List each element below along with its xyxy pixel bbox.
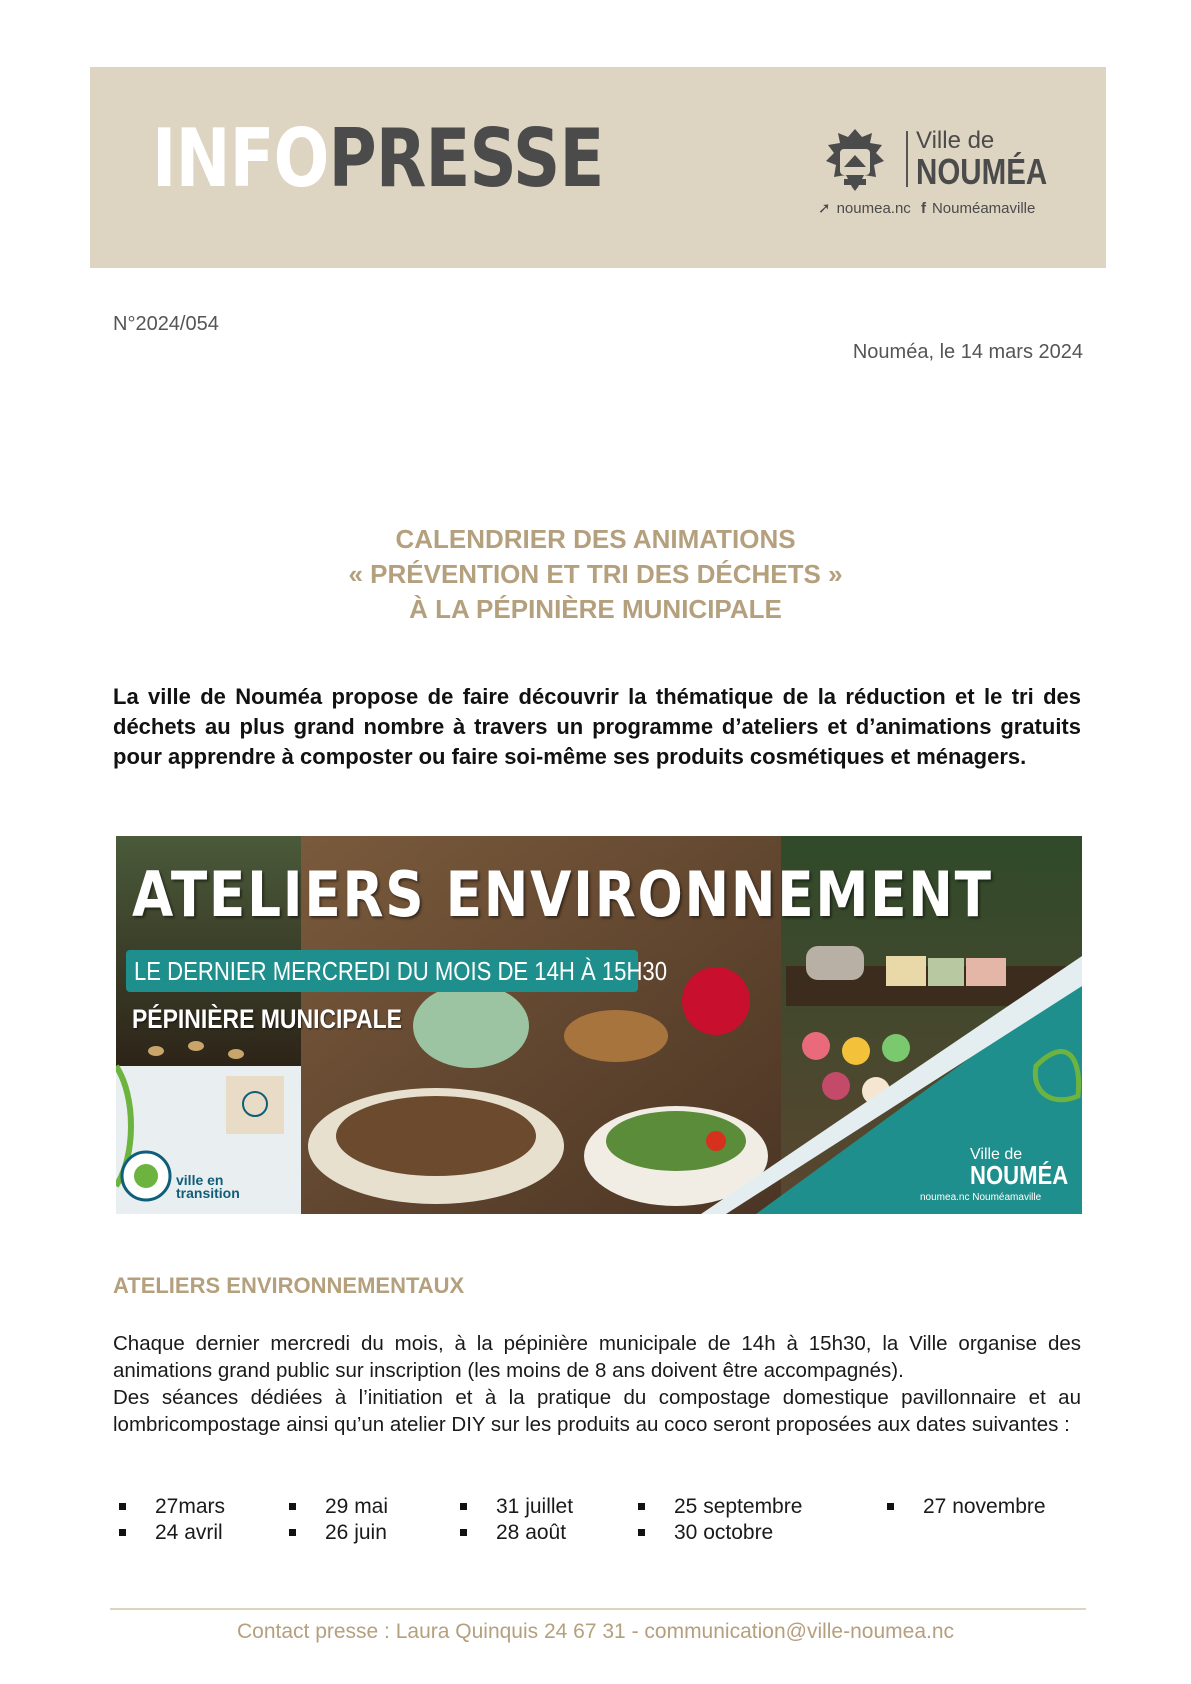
press-release-number: N°2024/054 [113,313,219,335]
press-contact: Contact presse : Laura Quinquis 24 67 31 - communication@ville-noumea.nc [236,1620,955,1643]
logo-website: noumea.nc [836,200,911,217]
brand-presse: PRESSE [328,112,604,205]
list-item: 31 juillet [496,1495,574,1518]
section-body [113,1330,1081,1438]
badge-line: ville en [176,1172,224,1188]
brand-info: INFO [152,112,329,205]
body-paragraph: Des séances dédiées à l’initiation et à la pratique du compostage domestique pavillonnaire et au lombricompostage ainsi qu’un atelier DIY sur les produits au coco seront proposées aux dates suivantes : [113,1386,1081,1436]
arrow-icon: ➚ [818,200,831,217]
footer-divider [110,1608,1086,1610]
title-line: CALENDRIER DES ANIMATIONS [395,524,796,554]
banner-heading: ATELIERS ENVIRONNEMENT [132,858,993,931]
list-item: 30 octobre [674,1521,774,1544]
list-item: 25 septembre [674,1495,803,1518]
banner-logo-city: NOUMÉA [970,1160,1069,1190]
dateline: Nouméa, le 14 mars 2024 [852,341,1083,363]
list-item: 27mars [155,1495,226,1518]
page-title [0,522,1191,627]
header-band [90,67,1106,268]
title-line: À LA PÉPINIÈRE MUNICIPALE [409,594,782,624]
banner-place: PÉPINIÈRE MUNICIPALE [132,1004,402,1034]
facebook-icon: f [920,200,926,217]
list-item: 24 avril [155,1521,223,1544]
logo-links [818,199,1041,217]
list-item: 28 août [496,1521,567,1544]
banner-logo-links: noumea.nc Nouméamaville [920,1192,1042,1203]
title-line: « PRÉVENTION ET TRI DES DÉCHETS » [348,559,843,589]
list-item: 29 mai [325,1495,389,1518]
info-presse-wordmark [152,112,604,205]
badge-line: transition [176,1185,240,1201]
coat-of-arms-icon [818,127,892,193]
banner-subtitle: LE DERNIER MERCREDI DU MOIS DE 14H À 15H30 [134,956,667,986]
ville-de-noumea-logo [818,127,1058,227]
list-item: 27 novembre [923,1495,1046,1518]
ateliers-banner [116,836,1082,1214]
logo-city-label: NOUMÉA [916,151,1048,192]
dates-list [113,1493,1081,1553]
logo-ville-label: Ville de [916,127,995,154]
ville-en-transition-badge [176,1174,240,1200]
logo-divider [906,131,908,187]
list-item: 26 juin [325,1521,387,1544]
lead-paragraph: La ville de Nouméa propose de faire découvrir la thématique de la réduction et le tri des déchets au plus grand nombre à travers un programme d’ateliers et d’animations gratuits pour apprendre à composter ou faire soi-même ses produits cosmétiques et ménagers. [113,684,1081,769]
section-title: ATELIERS ENVIRONNEMENTAUX [113,1273,465,1298]
body-paragraph: Chaque dernier mercredi du mois, à la pépinière municipale de 14h à 15h30, la Ville organise des animations grand public sur inscription (les moins de 8 ans doivent être accompagnés). [113,1332,1081,1382]
logo-social: Nouméamaville [931,200,1036,217]
banner-logo-ville: Ville de [970,1146,1023,1163]
